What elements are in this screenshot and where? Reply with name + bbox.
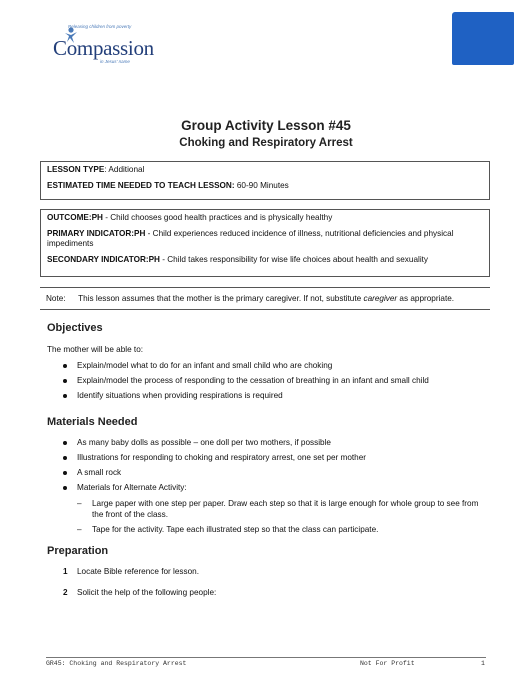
compassion-logo — [50, 24, 165, 66]
preparation-heading: Preparation — [47, 545, 109, 557]
bullet-icon — [63, 379, 67, 383]
outcome-box — [40, 209, 490, 277]
list-item: A small rock — [47, 468, 487, 478]
lesson-type-value: : Additional — [104, 165, 145, 174]
brand-color-block — [452, 12, 514, 65]
list-item: Identify situations when providing respirations is required — [47, 391, 487, 401]
lesson-info-box — [40, 161, 490, 200]
logo-subline: in Jesus' name — [100, 59, 130, 64]
bullet-icon — [63, 471, 67, 475]
bullet-icon — [63, 456, 67, 460]
footer-not-for-profit: Not For Profit — [360, 660, 415, 667]
page-title: Group Activity Lesson #45 — [181, 118, 351, 133]
list-item: As many baby dolls as possible – one doll per two mothers, if possible — [47, 438, 487, 448]
objectives-intro: The mother will be able to: — [47, 345, 144, 354]
list-item: Materials for Alternate Activity: – Large paper with one step per paper. Draw each step so that it is large enough for whole group to see from the front of the class. – Tape for the activity. Tape each illustrated step so that the class can participate. — [47, 483, 487, 535]
objectives-heading: Objectives — [47, 322, 103, 334]
alternate-materials-sublist — [77, 498, 487, 535]
list-item: Explain/model the process of responding to the cessation of breathing in an infant and small child — [47, 376, 487, 386]
list-item: 1 Locate Bible reference for lesson. — [63, 567, 199, 576]
note-label: Note: — [46, 294, 66, 303]
list-item: Illustrations for responding to choking and respiratory arrest, one set per mother — [47, 453, 487, 463]
outcome-label: OUTCOME:PH — [47, 213, 103, 222]
list-item: 2 Solicit the help of the following people: — [63, 588, 217, 597]
logo-tagline: Releasing children from poverty — [68, 24, 132, 29]
note-box — [40, 287, 490, 310]
note-text-end: as appropriate. — [397, 294, 455, 303]
bullet-icon — [63, 394, 67, 398]
sub-list-item: – Large paper with one step per paper. Draw each step so that it is large enough for whole group to see from the front of the class. — [77, 499, 479, 519]
lesson-type-label: LESSON TYPE — [47, 165, 105, 174]
primary-indicator-line — [47, 229, 483, 249]
note-text: This lesson assumes that the mother is the primary caregiver. If not, substitute — [78, 294, 364, 303]
step-number: 1 — [63, 567, 68, 576]
lesson-time-line — [47, 181, 483, 191]
outcome-text: - Child chooses good health practices and is physically healthy — [102, 213, 333, 222]
secondary-indicator-line — [47, 255, 483, 265]
lesson-time-value: 60-90 Minutes — [234, 181, 289, 190]
secondary-indicator-label: SECONDARY INDICATOR:PH — [47, 255, 160, 264]
bullet-icon — [63, 441, 67, 445]
bullet-icon — [63, 486, 67, 490]
page-subtitle: Choking and Respiratory Arrest — [179, 137, 353, 149]
sub-list-item: – Tape for the activity. Tape each illustrated step so that the class can participate. — [77, 525, 379, 534]
logo-wordmark: Compassion — [53, 36, 154, 60]
objectives-list — [47, 361, 487, 406]
primary-indicator-label: PRIMARY INDICATOR:PH — [47, 229, 146, 238]
dash-icon: – — [77, 499, 82, 508]
dash-icon: – — [77, 525, 82, 534]
footer-page-number: 1 — [481, 660, 485, 667]
footer-divider — [46, 657, 486, 658]
note-italic: caregiver — [363, 294, 398, 303]
materials-heading: Materials Needed — [47, 416, 138, 428]
step-number: 2 — [63, 588, 68, 597]
list-item: Explain/model what to do for an infant and small child who are choking — [47, 361, 487, 371]
lesson-time-label: ESTIMATED TIME NEEDED TO TEACH LESSON: — [47, 181, 235, 190]
secondary-indicator-text: - Child takes responsibility for wise life choices about health and sexuality — [159, 255, 429, 264]
preparation-list — [47, 567, 216, 609]
materials-list — [47, 438, 487, 540]
lesson-type-line — [47, 165, 483, 175]
footer-doc-title: GR45: Choking and Respiratory Arrest — [46, 660, 187, 667]
primary-indicator-text: - Child experiences reduced incidence of illness, nutritional deficiencies and physical impediments — [47, 229, 454, 248]
bullet-icon — [63, 364, 67, 368]
outcome-line — [47, 213, 483, 223]
